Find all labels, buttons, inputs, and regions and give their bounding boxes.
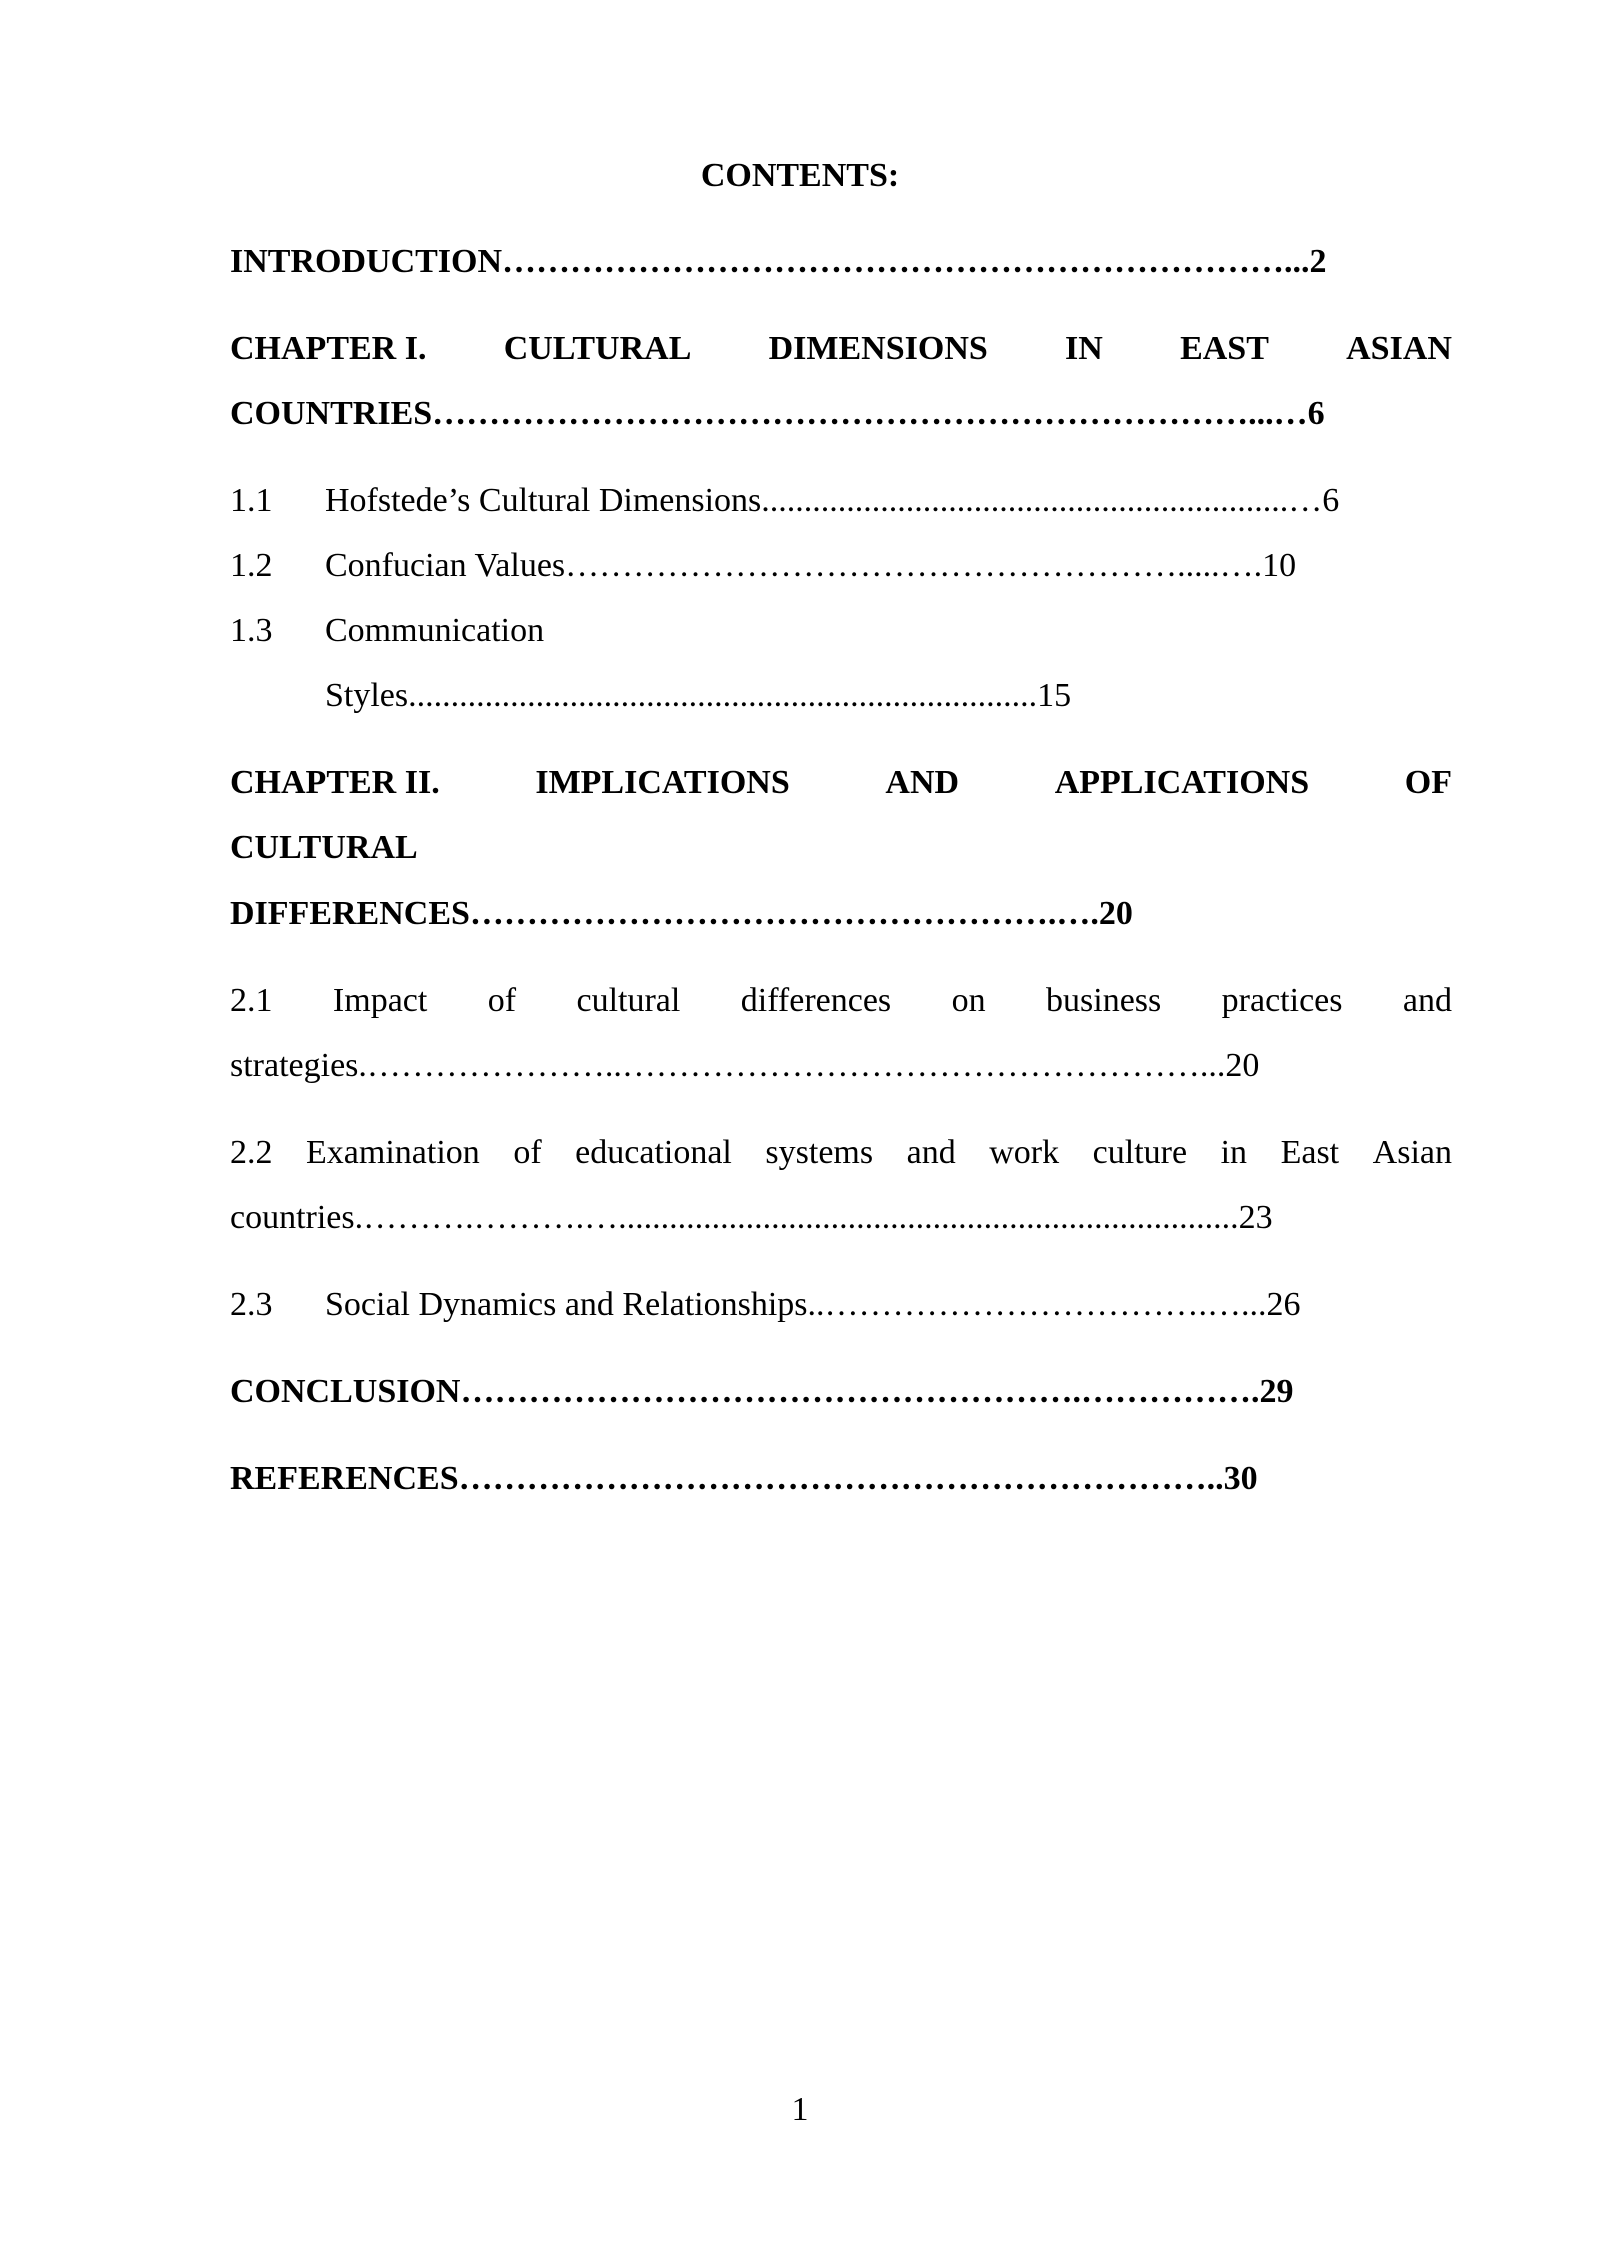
toc-word: AND — [885, 764, 960, 801]
toc-word: differences — [740, 982, 892, 1019]
toc-chapter2-line3: DIFFERENCES…………………………………………….….20 — [230, 895, 1133, 932]
toc-word: work — [989, 1134, 1060, 1171]
toc-word: DIMENSIONS — [768, 330, 988, 367]
page-number: 1 — [791, 2091, 809, 2128]
toc-word: APPLICATIONS — [1054, 764, 1310, 801]
toc-section-2-1-line2: strategies.…………………..……………………………………………...20 — [230, 1047, 1260, 1084]
section-number: 1.3 — [230, 612, 273, 649]
page-title: CONTENTS: — [700, 157, 900, 194]
toc-section-1-3-cont: Styles..........................................................................15 — [325, 677, 1072, 714]
section-text: Social Dynamics and Relationships..…………………………….…...26 — [325, 1286, 1301, 1323]
toc-word: on — [951, 982, 986, 1019]
toc-word: cultural — [576, 982, 681, 1019]
toc-section-2-1-line1 — [230, 981, 1452, 1021]
toc-word: ASIAN — [1346, 330, 1452, 367]
section-text: Hofstede’s Cultural Dimensions..............................................................…6 — [325, 482, 1340, 519]
toc-section-2-2-line1 — [230, 1133, 1452, 1173]
toc-word: of — [487, 982, 517, 1019]
toc-chapter2-line2: CULTURAL — [230, 829, 418, 866]
section-number: 1.1 — [230, 482, 273, 519]
toc-word: 2.2 — [230, 1134, 273, 1171]
toc-chapter1-line2: COUNTRIES………………………………………………………………...…6 — [230, 395, 1325, 432]
toc-section-1-3 — [230, 611, 1452, 651]
toc-word: in — [1220, 1134, 1248, 1171]
section-text: Confucian Values……………………………………………….....….10 — [325, 547, 1297, 584]
toc-word: and — [906, 1134, 956, 1171]
toc-word: of — [513, 1134, 542, 1171]
toc-section-2-3 — [230, 1285, 1452, 1325]
toc-word: business — [1046, 982, 1162, 1019]
toc-word: and — [1402, 982, 1452, 1019]
toc-word: CHAPTER II. — [230, 764, 440, 801]
toc-section-1-1 — [230, 481, 1452, 521]
toc-word: Asian — [1372, 1134, 1452, 1171]
section-number: 1.2 — [230, 547, 273, 584]
toc-word: OF — [1404, 764, 1452, 801]
toc-word: educational — [575, 1134, 732, 1171]
toc-word: East — [1280, 1134, 1340, 1171]
toc-word: systems — [765, 1134, 874, 1171]
toc-word: Impact — [332, 982, 428, 1019]
toc-word: culture — [1092, 1134, 1188, 1171]
toc-chapter2-line1 — [230, 763, 1452, 803]
section-text: Communication — [325, 612, 545, 649]
toc-references: REFERENCES…………………………………………………………..30 — [230, 1460, 1258, 1497]
toc-word: IN — [1065, 330, 1103, 367]
toc-section-2-2-line2: countries.……….……….….........................................................................23 — [230, 1199, 1273, 1236]
toc-word: IMPLICATIONS — [535, 764, 790, 801]
toc-word: CULTURAL — [503, 330, 692, 367]
toc-word: CHAPTER I. — [230, 330, 427, 367]
toc-word: Examination — [306, 1134, 480, 1171]
toc-introduction: INTRODUCTION……………………………………………………………...2 — [230, 243, 1327, 280]
toc-section-1-2 — [230, 546, 1452, 586]
section-number: 2.3 — [230, 1286, 273, 1323]
toc-word: practices — [1221, 982, 1343, 1019]
toc-chapter1-line1 — [230, 329, 1452, 369]
toc-conclusion: CONCLUSION……………………………………………….…………….29 — [230, 1373, 1294, 1410]
toc-word: 2.1 — [230, 982, 273, 1019]
toc-word: EAST — [1180, 330, 1269, 367]
